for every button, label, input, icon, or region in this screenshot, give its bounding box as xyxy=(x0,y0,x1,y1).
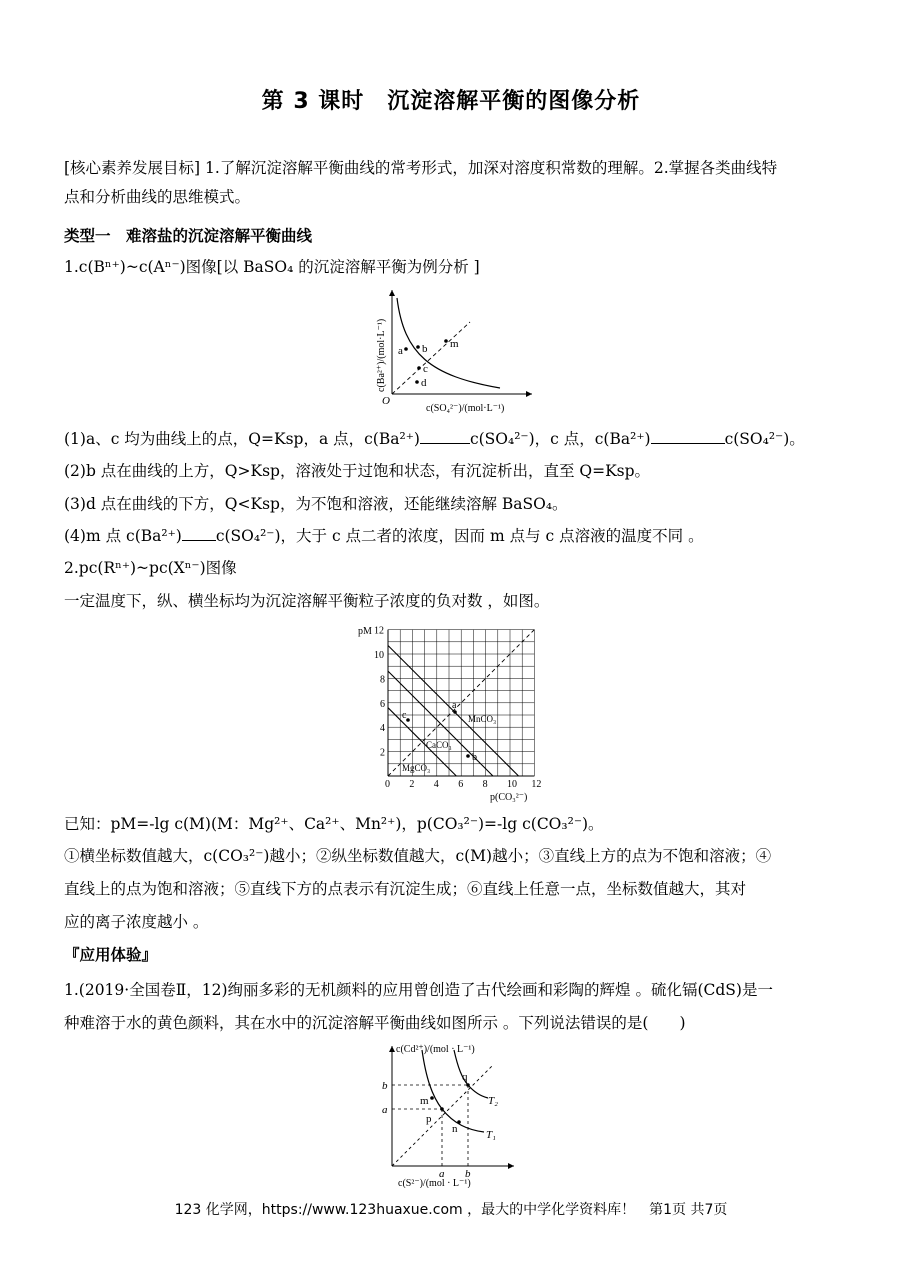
point-p-dot xyxy=(440,1107,444,1111)
x-tick-label: 6 xyxy=(458,779,464,790)
x-tick-label: 10 xyxy=(507,779,517,790)
fig3-y-label: c(Cd²⁺)/(mol · L⁻¹) xyxy=(396,1044,475,1055)
y-tick-label: 2 xyxy=(380,747,385,759)
fig2-point-b-dot xyxy=(466,754,470,758)
objectives-line-1 xyxy=(64,158,844,178)
para-2: (2)b 点在曲线的上方，Q>Ksp，溶液处于过饱和状态，有沉淀析出，直至 Q=Ksp。 xyxy=(64,462,651,480)
point-q-label: q xyxy=(462,1071,468,1083)
y-tick-label: 10 xyxy=(374,650,384,661)
point-b-dot xyxy=(416,345,420,349)
point-m-label-2: m xyxy=(420,1095,429,1107)
y-tick-label: 4 xyxy=(380,723,385,735)
type1-heading: 类型一 难溶盐的沉淀溶解平衡曲线 xyxy=(64,227,313,245)
cds-curve-figure xyxy=(364,1038,544,1188)
point-a-label: a xyxy=(398,345,403,357)
point-p-label: p xyxy=(426,1113,432,1125)
fig2-x-label: p(CO₃²⁻) xyxy=(490,792,528,803)
known-line: 已知：pM=-lg c(M)(M：Mg²⁺、Ca²⁺、Mn²⁺)，p(CO₃²⁻)=-lg c(CO₃²⁻)。 xyxy=(64,815,604,833)
objectives-line-2: 点和分析曲线的思维模式。 xyxy=(64,188,251,206)
x-tick-a: a xyxy=(439,1168,445,1180)
section1-heading: 1.c(Bⁿ⁺)~c(Aⁿ⁻)图像[以 BaSO₄ 的沉淀溶解平衡为例分析 ] xyxy=(64,258,480,276)
fig2-point-c-label: c xyxy=(402,710,407,721)
blank-2 xyxy=(651,429,725,444)
fig2-point-c-dot xyxy=(406,718,410,722)
para-4-part-a: (4)m 点 c(Ba²⁺) xyxy=(64,527,182,545)
fig1-y-label: c(Ba²⁺)/(mol·L⁻¹) xyxy=(376,318,387,392)
x-tick-label: 8 xyxy=(482,779,488,790)
para-3: (3)d 点在曲线的下方，Q<Ksp，为不饱和溶液，还能继续溶解 BaSO₄。 xyxy=(64,495,568,513)
blank-3 xyxy=(182,526,216,541)
page-title: 第 3 课时 沉淀溶解平衡的图像分析 xyxy=(261,89,641,114)
rules-line-3: 应的离子浓度越小 。 xyxy=(64,913,209,931)
x-tick-label: 2 xyxy=(409,779,415,790)
para-1-part-a: (1)a、c 均为曲线上的点，Q=Ksp，a 点，c(Ba²⁺) xyxy=(64,430,420,448)
blank-1 xyxy=(420,429,470,444)
point-d-dot xyxy=(415,380,419,384)
y-tick-a: a xyxy=(382,1104,388,1116)
fig3-x-label: c(S²⁻)/(mol · L⁻¹) xyxy=(398,1178,471,1188)
point-m-dot xyxy=(444,339,448,343)
section2-text: 一定温度下，纵、横坐标均为沉淀溶解平衡粒子浓度的负对数 ，如图。 xyxy=(64,592,550,610)
y-tick-label: 6 xyxy=(380,698,385,710)
point-d-label: d xyxy=(421,377,427,389)
fig2-point-a-label: a xyxy=(452,700,457,711)
curve-t1-label: T₁ xyxy=(486,1129,496,1141)
origin-label: O xyxy=(382,395,390,407)
y-tick-label: 8 xyxy=(380,674,385,686)
curve-t2 xyxy=(454,1050,488,1098)
fig2-y-label: pM xyxy=(358,626,372,637)
para-1 xyxy=(64,429,844,449)
line-label-mnco3: MnCO₃ xyxy=(468,714,497,724)
question-1-line-2: 种难溶于水的黄色颜料，其在水中的沉淀溶解平衡曲线如图所示 。下列说法错误的是( ) xyxy=(64,1014,686,1032)
curve-t2-label: T₂ xyxy=(488,1095,498,1107)
para-1-part-c: c(SO₄²⁻)。 xyxy=(724,430,805,448)
x-tick-b: b xyxy=(465,1168,471,1180)
y-tick-b: b xyxy=(382,1080,388,1092)
section2-heading: 2.pc(Rⁿ⁺)~pc(Xⁿ⁻)图像 xyxy=(64,559,237,577)
apply-heading: 『应用体验』 xyxy=(64,946,158,964)
para-4-part-b: c(SO₄²⁻)，大于 c 点二者的浓度，因而 m 点与 c 点溶液的温度不同 。 xyxy=(215,527,704,545)
x-tick-label: 0 xyxy=(385,779,390,790)
solubility-curve xyxy=(397,298,500,388)
objectives-label: [核心素养发展目标] xyxy=(64,159,201,177)
point-c-dot xyxy=(417,366,421,370)
objectives-text-1: 1.了解沉淀溶解平衡曲线的常考形式，加深对溶度积常数的理解。2.掌握各类曲线特 xyxy=(205,159,778,177)
para-4 xyxy=(64,526,844,546)
line-label-caco3: CaCO₃ xyxy=(426,740,452,750)
question-1-line-1: 1.(2019·全国卷Ⅱ，12)绚丽多彩的无机颜料的应用曾创造了古代绘画和彩陶的辉煌 。硫化镉(CdS)是一 xyxy=(64,981,773,999)
point-c-label: c xyxy=(423,363,428,375)
rules-line-1: ①横坐标数值越大，c(CO₃²⁻)越小；②纵坐标数值越大，c(M)越小；③直线上方的点为不饱和溶液；④ xyxy=(64,847,772,865)
page-footer: 123 化学网，https://www.123huaxue.com ，最大的中学化学资料库！ 第1页 共7页 xyxy=(174,1202,728,1218)
para-1-part-b: c(SO₄²⁻)，c 点，c(Ba²⁺) xyxy=(469,430,651,448)
y-tick-label: 12 xyxy=(374,625,384,637)
point-n-label: n xyxy=(452,1123,458,1135)
x-tick-label: 12 xyxy=(531,779,542,790)
line-label-mgco3: MgCO₃ xyxy=(402,763,431,773)
point-n-dot xyxy=(457,1120,461,1124)
x-tick-label: 4 xyxy=(433,779,439,790)
carbonate-grid-figure xyxy=(352,620,552,804)
fig2-point-b-label: b xyxy=(472,752,477,763)
rules-line-2: 直线上的点为饱和溶液；⑤直线下方的点表示有沉淀生成；⑥直线上任意一点，坐标数值越大，其对 xyxy=(64,880,747,898)
point-a-dot xyxy=(404,347,408,351)
fig1-x-label: c(SO₄²⁻)/(mol·L⁻¹) xyxy=(426,403,505,414)
point-m-dot-2 xyxy=(430,1096,434,1100)
baso4-curve-figure xyxy=(360,284,540,420)
point-q-dot xyxy=(466,1083,470,1087)
point-b-label: b xyxy=(422,343,428,355)
point-m-label: m xyxy=(450,338,459,350)
